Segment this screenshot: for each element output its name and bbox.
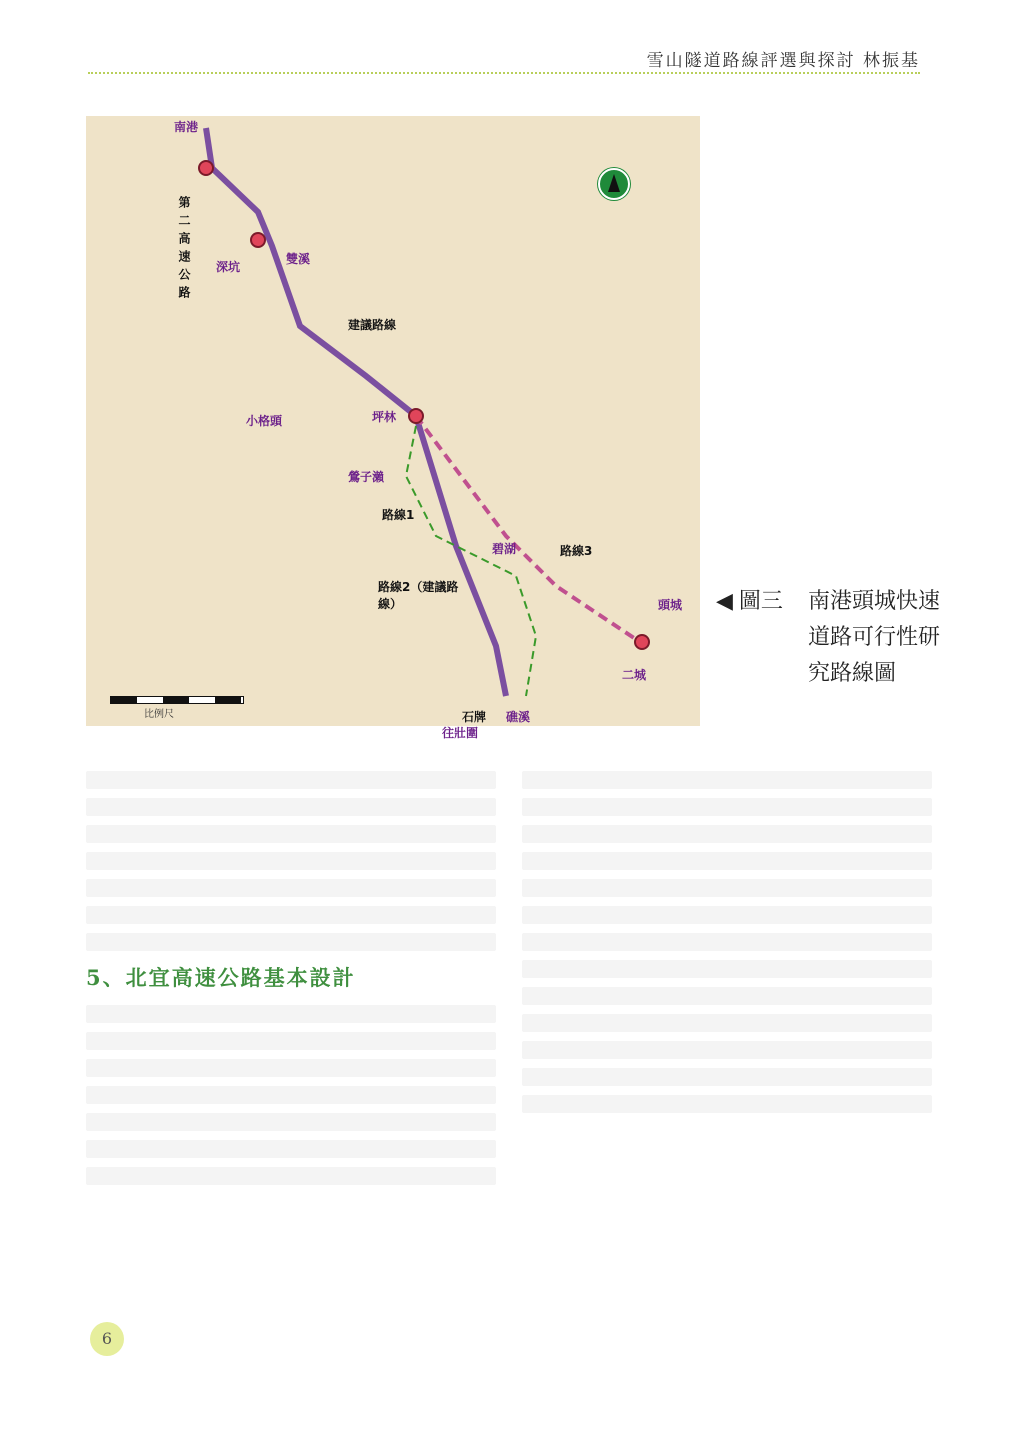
text-line-placeholder [86,1140,496,1158]
text-line-placeholder [86,798,496,816]
map-label: 碧湖 [492,542,517,556]
section-heading: 5、北宜高速公路基本設計 [86,965,356,990]
text-line-placeholder [522,933,932,951]
map-label: 往壯圍 [442,726,479,740]
map-label: 雙溪 [286,252,311,266]
route-map [86,116,700,740]
map-label: 小格頭 [246,414,283,428]
text-line-placeholder [522,1095,932,1113]
node-marker [409,409,423,423]
map-label-scale: 比例尺 [144,709,174,720]
map-label: 坪林 [372,410,397,424]
body-text-placeholder [522,771,932,1113]
map-label: 礁溪 [506,710,531,724]
text-line-placeholder [522,960,932,978]
text-line-placeholder [86,825,496,843]
text-line-placeholder [86,879,496,897]
map-label: 深坑 [216,260,241,274]
map-label: 路線3 [560,544,593,558]
map-label: 路線1 [382,508,415,522]
map-label: 二城 [622,668,647,682]
map-label: 建議路線 [348,318,397,332]
page-number: 6 [90,1322,124,1356]
body-text-placeholder [86,771,496,951]
node-marker [251,233,265,247]
text-line-placeholder [86,852,496,870]
text-line-placeholder [522,879,932,897]
text-column-left [86,762,496,1194]
text-line-placeholder [522,1068,932,1086]
map-label: 頭城 [658,598,683,612]
text-line-placeholder [86,1032,496,1050]
text-line-placeholder [522,987,932,1005]
text-column-right [522,762,932,1122]
text-line-placeholder [86,906,496,924]
text-line-placeholder [86,1005,496,1023]
text-line-placeholder [522,852,932,870]
header-title: 雪山隧道路線評選與探討 林振基 [646,51,920,71]
map-label: 石牌 [462,710,487,724]
map-label: 鶯子瀨 [348,470,385,484]
caption-text: 南港頭城快速道路可行性研究路線圖 [808,589,941,686]
north-arrow-icon [598,168,630,200]
text-line-placeholder [522,1014,932,1032]
figure-caption [716,584,956,686]
text-line-placeholder [522,906,932,924]
caption-label: 圖三 [738,589,783,614]
node-marker [635,635,649,649]
map-label: 第二高速公路 [177,196,191,304]
text-line-placeholder [86,771,496,789]
header-rule [88,72,920,74]
text-line-placeholder [86,1113,496,1131]
map-label: 路線2（建議路線） [378,580,459,611]
text-line-placeholder [86,1059,496,1077]
text-line-placeholder [522,825,932,843]
text-line-placeholder [522,798,932,816]
node-marker [199,161,213,175]
text-line-placeholder [86,1086,496,1104]
text-line-placeholder [522,771,932,789]
map-scale-bar [110,696,244,704]
text-line-placeholder [86,1167,496,1185]
text-line-placeholder [522,1041,932,1059]
map-label: 南港 [174,120,199,134]
text-line-placeholder [86,933,496,951]
caption-arrow-icon: ◀ [716,589,733,614]
body-text-placeholder [86,1005,496,1185]
